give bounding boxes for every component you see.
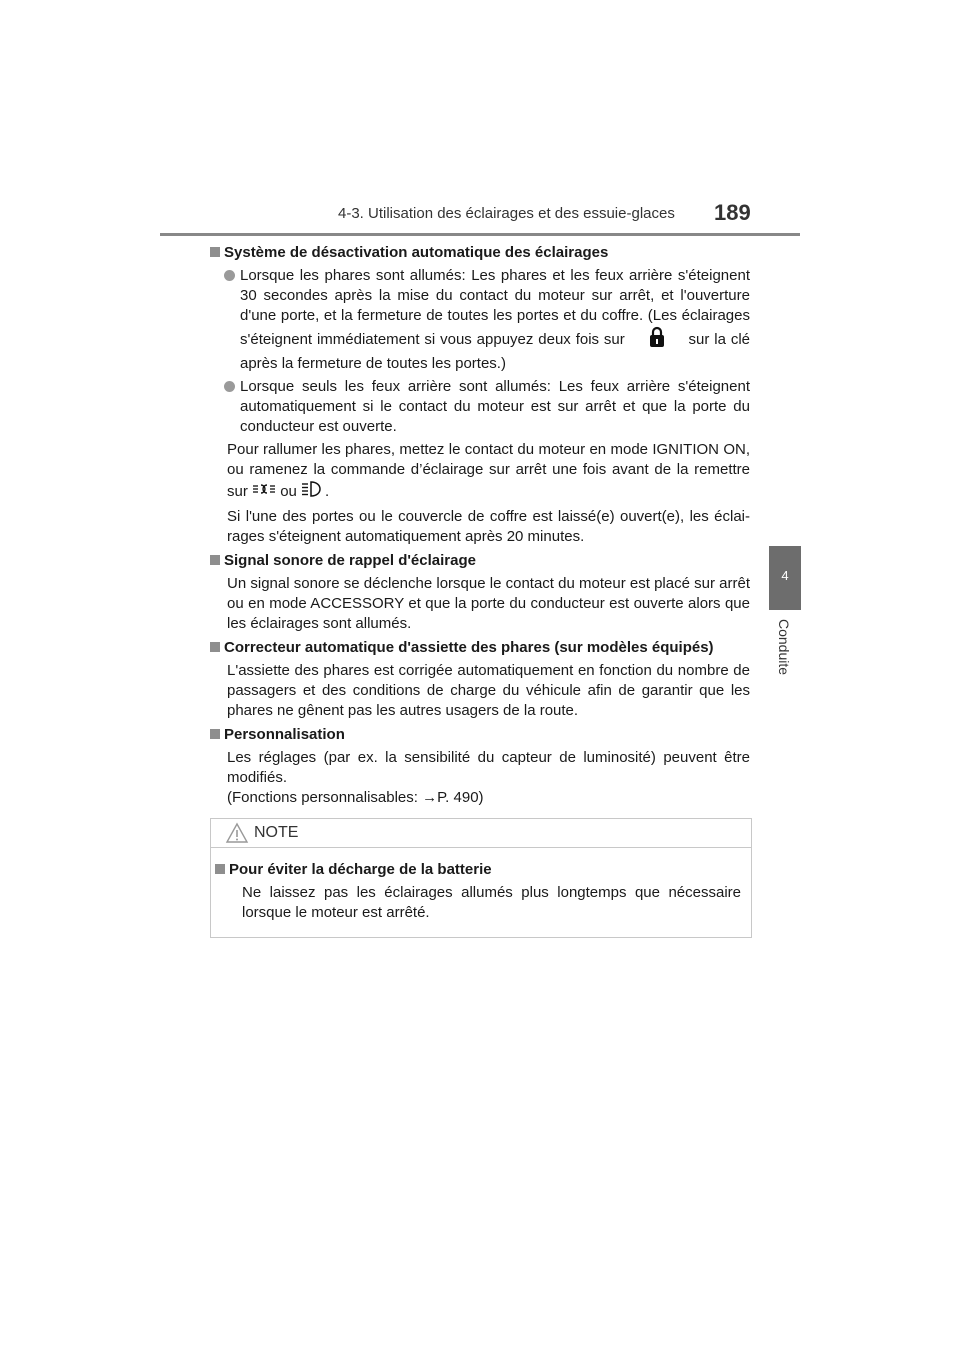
square-bullet-icon bbox=[210, 642, 220, 652]
paragraph: Pour rallumer les phares, mettez le contact du moteur en mode IGNITION ON, ou ramenez la commande d’éclairage sur arrêt une fois avant de la remettre sur ou . bbox=[210, 440, 750, 504]
paragraph: Un signal sonore se déclenche lorsque le contact du moteur est placé sur arrêt ou en mode ACCESSORY et que la porte du conducteur est ouverte alors que les éclairages sont allumés. bbox=[227, 575, 750, 632]
round-bullet-icon bbox=[224, 381, 235, 392]
tail-light-icon bbox=[252, 482, 276, 502]
headlight-icon bbox=[301, 480, 325, 504]
warning-triangle-icon bbox=[225, 822, 249, 849]
section-title: Système de désactivation automatique des éclairages bbox=[210, 243, 750, 263]
main-content bbox=[210, 243, 750, 811]
note-body bbox=[211, 848, 751, 923]
square-bullet-icon bbox=[215, 864, 225, 874]
chapter-title: 4-3. Utilisation des éclairages et des essuie-glaces bbox=[338, 205, 675, 222]
note-header bbox=[211, 819, 751, 848]
round-bullet-icon bbox=[224, 270, 235, 281]
section-title: Personnalisation bbox=[210, 725, 750, 745]
chapter-tab-number: 4 bbox=[781, 568, 789, 583]
note-label: NOTE bbox=[254, 824, 299, 841]
chapter-tab bbox=[769, 546, 801, 610]
page-reference: (Fonctions personnalisables: →P. 490) bbox=[227, 789, 484, 806]
chapter-tab-label-text: Conduite bbox=[776, 619, 792, 676]
square-bullet-icon bbox=[210, 247, 220, 257]
page-number: 189 bbox=[714, 200, 751, 225]
note-text: Ne laissez pas les éclairages allumés plus longtemps que nécessaire lorsque le moteur est arrêté. bbox=[242, 884, 741, 921]
paragraph: Les réglages (par ex. la sensibilité du capteur de luminosité) peuvent être modifiés. bbox=[227, 749, 750, 786]
paragraph: Si l'une des portes ou le couvercle de coffre est laissé(e) ouvert(e), les éclai-rages s'éteignent automatiquement après 20 minutes. bbox=[227, 508, 750, 545]
page-header bbox=[0, 0, 960, 240]
chapter-tab-label bbox=[772, 619, 798, 679]
note-box bbox=[210, 818, 752, 938]
paragraph: L'assiette des phares est corrigée automatiquement en fonction du nombre de passagers et des conditions de charge du véhicule afin de garantir que les phares ne gênent pas les autres usagers de la route. bbox=[227, 662, 750, 719]
square-bullet-icon bbox=[210, 729, 220, 739]
section-title: Correcteur automatique d'assiette des phares (sur modèles équipés) bbox=[210, 638, 750, 658]
section-title: Signal sonore de rappel d'éclairage bbox=[210, 551, 750, 571]
header-rule bbox=[160, 233, 800, 236]
square-bullet-icon bbox=[210, 555, 220, 565]
list-item: Lorsque seuls les feux arrière sont allumés: Les feux arrière s'éteignent automatiquement si le contact du moteur est sur arrêt et que la porte du conducteur est ouverte. bbox=[210, 377, 750, 437]
list-item: Lorsque les phares sont allumés: Les phares et les feux arrière s'éteignent 30 secondes après la mise du contact du moteur sur arrêt, et l'ouverture d'une porte, et la fermeture de toutes les portes et du coffre. (Les éclairages s'éteignent immédiatement si vous appuyez deux fois sur sur la clé après la fermeture de toutes les portes.) bbox=[210, 266, 750, 374]
note-title: Pour éviter la décharge de la batterie bbox=[215, 860, 741, 880]
lock-button-icon bbox=[630, 326, 684, 354]
